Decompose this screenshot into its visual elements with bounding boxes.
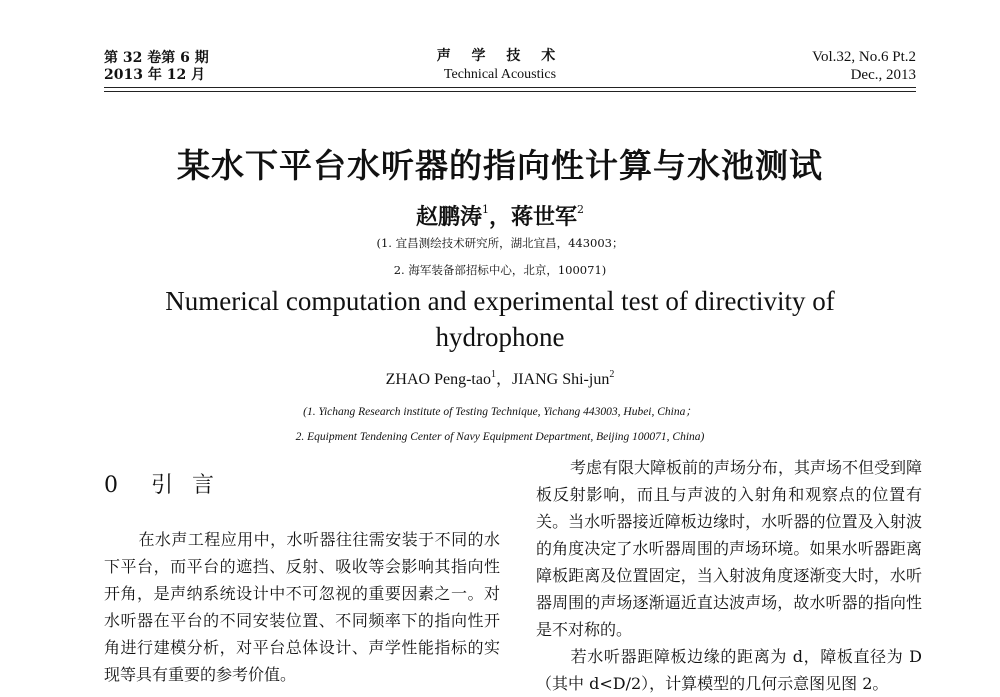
affiliation-cn-2: 2. 海军装备部招标中心，北京，100071) [393,263,607,277]
author-cn-1-sup: 1 [481,203,489,216]
author-en-1-sup: 1 [490,369,496,380]
section-title: 引 言 [151,473,220,498]
left-column [104,526,500,688]
author-cn-2-sup: 2 [577,203,585,216]
author-cn-2: 蒋世军 [511,204,578,230]
date-en: Dec., 2013 [850,67,916,83]
header-rule-bottom [104,91,916,92]
right-paragraph-2-text: 若水听器距障板边缘的距离为 d，障板直径为 D（其中 d<D/2），计算模型的几何示意图见图 2。 [536,647,922,693]
journal-name-en: Technical Acoustics [443,67,557,82]
volume-issue-cn: 第 32 卷第 6 期 [104,50,209,66]
author-cn-1: 赵鹏涛 [415,204,482,230]
affiliation-cn-1: (1. 宜昌测绘技术研究所，湖北宜昌，443003； [376,236,624,250]
author-cn-separator: ， [488,204,511,230]
affiliation-en-1: (1. Yichang Research institute of Testing Technique, Yichang 443003, Hubei, China； [303,406,697,418]
author-en-separator: ， [495,371,512,388]
authors-cn [0,200,1000,231]
volume-issue-en: Vol.32, No.6 Pt.2 [812,49,916,65]
section-number: 0 [104,473,124,498]
affiliation-en-2: 2. Equipment Tendening Center of Navy Equipment Department, Beijing 100071, China) [295,431,705,443]
paper-title-cn: 某水下平台水听器的指向性计算与水池测试 [177,146,823,185]
intro-paragraph-1 [104,526,500,688]
journal-name-cn: 声 学 技 术 [436,48,564,64]
paper-title-en: Numerical computation and experimental test of directivity of hydrophone [165,286,835,352]
right-paragraph-1 [536,454,922,643]
author-en-2: JIANG Shi-jun [511,371,610,388]
right-paragraph-2 [536,643,922,697]
author-en-2-sup: 2 [609,369,615,380]
intro-paragraph-1-text: 在水声工程应用中，水听器往往需安装于不同的水下平台，而平台的遮挡、反射、吸收等会影响其指向性开角，是声纳系统设计中不可忽视的重要因素之一。对水听器在平台的不同安装位置、不同频率下的指向性开角进行建模分析，对平台总体设计、声学性能指标的实现等具有重要的参考价值。 [104,530,500,684]
date-cn: 2013 年 12 月 [104,67,206,83]
authors-en [0,366,1000,389]
author-en-1: ZHAO Peng-tao [385,371,491,388]
right-paragraph-1-text: 考虑有限大障板前的声场分布，其声场不但受到障板反射影响，而且与声波的入射角和观察点的位置有关。当水听器接近障板边缘时，水听器的位置及入射波的角度决定了水听器周围的声场环境。如果水听器距离障板距离及位置固定，当入射波角度逐渐变大时，水听器周围的声场逐渐逼近直达波声场，故水听器的指向性是不对称的。 [536,458,923,639]
section-heading [104,468,220,499]
header-rule-top [104,87,916,88]
right-column [536,454,922,697]
